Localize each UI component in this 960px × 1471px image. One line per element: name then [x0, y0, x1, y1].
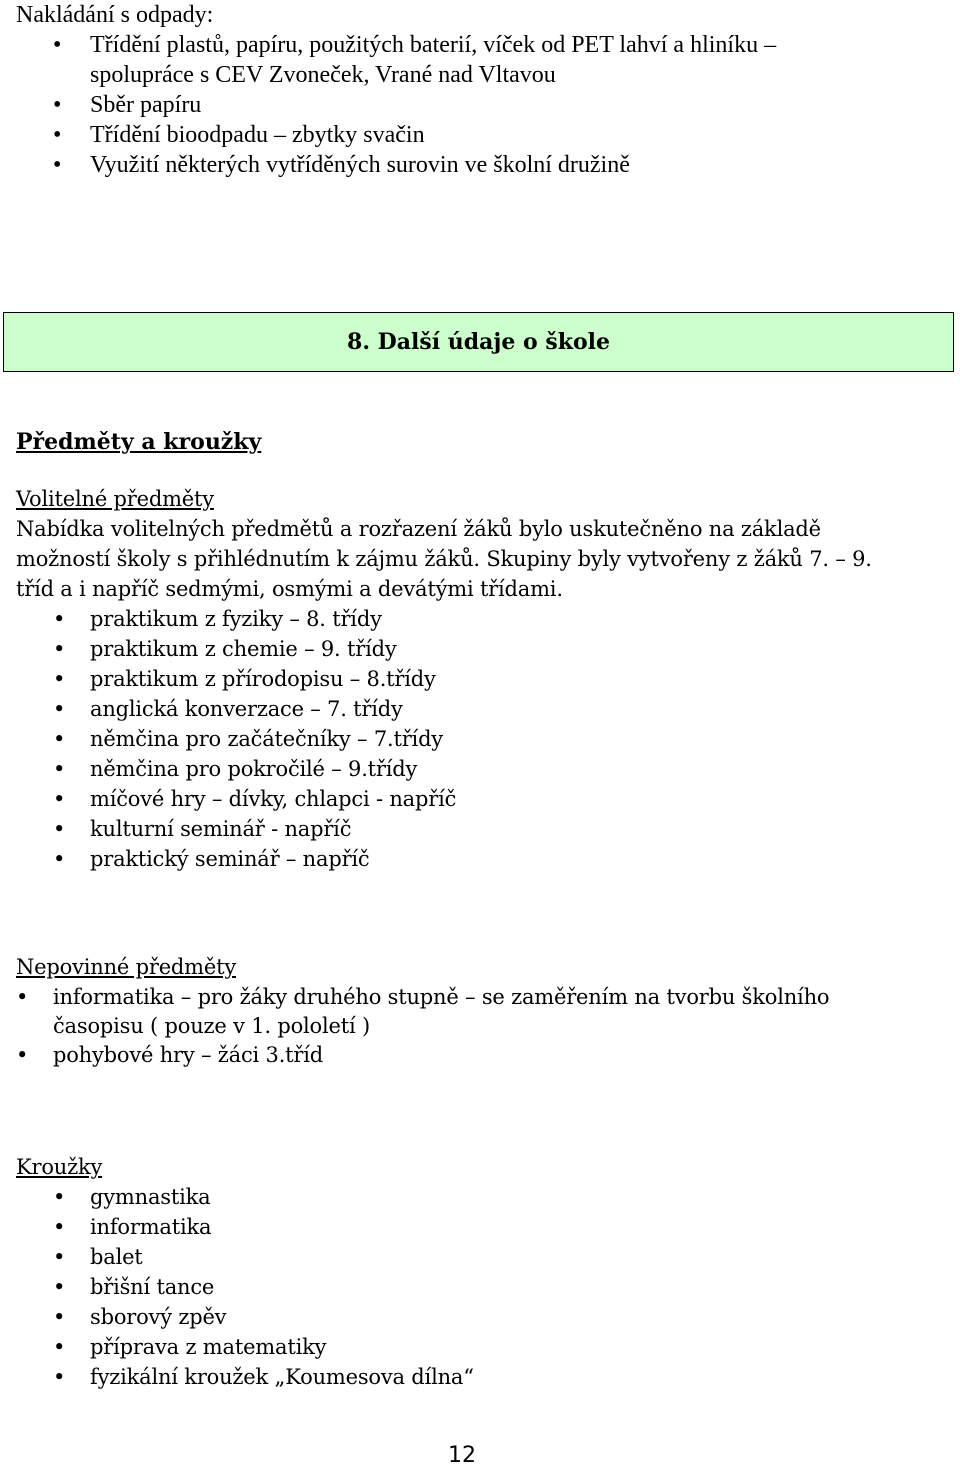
- bullet-icon: •: [53, 787, 66, 811]
- optional-list: [16, 982, 829, 1070]
- list-item-continuation: časopisu ( pouze v 1. pololetí ): [53, 1014, 370, 1038]
- list-item: • němčina pro pokročilé – 9.třídy: [16, 754, 872, 784]
- list-item: • Využití některých vytříděných surovin ve školní družině: [53, 152, 630, 178]
- list-item: • pohybové hry – žáci 3.tříd: [16, 1040, 829, 1070]
- list-item-continuation: spolupráce s CEV Zvoneček, Vrané nad Vltavou: [90, 62, 556, 88]
- bullet-icon: •: [53, 1245, 66, 1269]
- elective-paragraph-line: možností školy s přihlédnutím k zájmu žáků. Skupiny byly vytvořeny z žáků 7. – 9.: [16, 547, 872, 571]
- clubs-heading: Kroužky: [16, 1155, 103, 1179]
- bullet-icon: •: [53, 1365, 66, 1389]
- clubs-list: [16, 1182, 474, 1392]
- bullet-icon: •: [53, 32, 62, 58]
- list-item: • němčina pro začátečníky – 7.třídy: [16, 724, 872, 754]
- list-item: • praktický seminář – napříč: [16, 844, 872, 874]
- bullet-icon: •: [16, 985, 29, 1009]
- bullet-icon: •: [53, 607, 66, 631]
- list-item: • praktikum z přírodopisu – 8.třídy: [16, 664, 872, 694]
- bullet-icon: •: [53, 1275, 66, 1299]
- list-item: • Třídění plastů, papíru, použitých baterií, víček od PET lahví a hliníku –: [53, 32, 777, 58]
- list-item: • břišní tance: [16, 1272, 474, 1302]
- list-item: • gymnastika: [16, 1182, 474, 1212]
- bullet-icon: •: [53, 637, 66, 661]
- section-title: 8. Další údaje o škole: [347, 329, 610, 355]
- subjects-heading-wrap: [16, 429, 261, 455]
- bullet-icon: •: [53, 1305, 66, 1329]
- clubs-section: [16, 1152, 474, 1392]
- list-item: • příprava z matematiky: [16, 1332, 474, 1362]
- elective-list: [16, 604, 872, 874]
- elective-section: [16, 484, 872, 874]
- list-item: • balet: [16, 1242, 474, 1272]
- list-item: • anglická konverzace – 7. třídy: [16, 694, 872, 724]
- elective-paragraph-line: tříd a i napříč sedmými, osmými a devátými třídami.: [16, 577, 563, 601]
- waste-list: [16, 30, 776, 180]
- page-number: 12: [448, 1443, 476, 1468]
- list-item: • míčové hry – dívky, chlapci - napříč: [16, 784, 872, 814]
- waste-heading: Nakládání s odpady:: [16, 2, 214, 28]
- list-item: • praktikum z fyziky – 8. třídy: [16, 604, 872, 634]
- optional-heading: Nepovinné předměty: [16, 955, 237, 979]
- bullet-icon: •: [53, 727, 66, 751]
- bullet-icon: •: [16, 1043, 29, 1067]
- bullet-icon: •: [53, 757, 66, 781]
- elective-heading: Volitelné předměty: [16, 487, 214, 511]
- bullet-icon: •: [53, 847, 66, 871]
- bullet-icon: •: [53, 817, 66, 841]
- list-item: • praktikum z chemie – 9. třídy: [16, 634, 872, 664]
- bullet-icon: •: [53, 92, 62, 118]
- bullet-icon: •: [53, 697, 66, 721]
- bullet-icon: •: [53, 1335, 66, 1359]
- subjects-heading: Předměty a kroužky: [16, 429, 262, 455]
- list-item: • Třídění bioodpadu – zbytky svačin: [53, 122, 425, 148]
- optional-section: [16, 952, 829, 1070]
- waste-section: [16, 0, 776, 180]
- list-item: • kulturní seminář - napříč: [16, 814, 872, 844]
- list-item: • fyzikální kroužek „Koumesova dílna“: [16, 1362, 474, 1392]
- bullet-icon: •: [53, 122, 62, 148]
- bullet-icon: •: [53, 1215, 66, 1239]
- list-item: • informatika – pro žáky druhého stupně – se zaměřením na tvorbu školního: [16, 982, 829, 1012]
- bullet-icon: •: [53, 1185, 66, 1209]
- elective-paragraph-line: Nabídka volitelných předmětů a rozřazení žáků bylo uskutečněno na základě: [16, 517, 821, 541]
- list-item: • sborový zpěv: [16, 1302, 474, 1332]
- bullet-icon: •: [53, 667, 66, 691]
- bullet-icon: •: [53, 152, 62, 178]
- list-item: • informatika: [16, 1212, 474, 1242]
- list-item: • Sběr papíru: [53, 92, 202, 118]
- section-header: [3, 312, 954, 372]
